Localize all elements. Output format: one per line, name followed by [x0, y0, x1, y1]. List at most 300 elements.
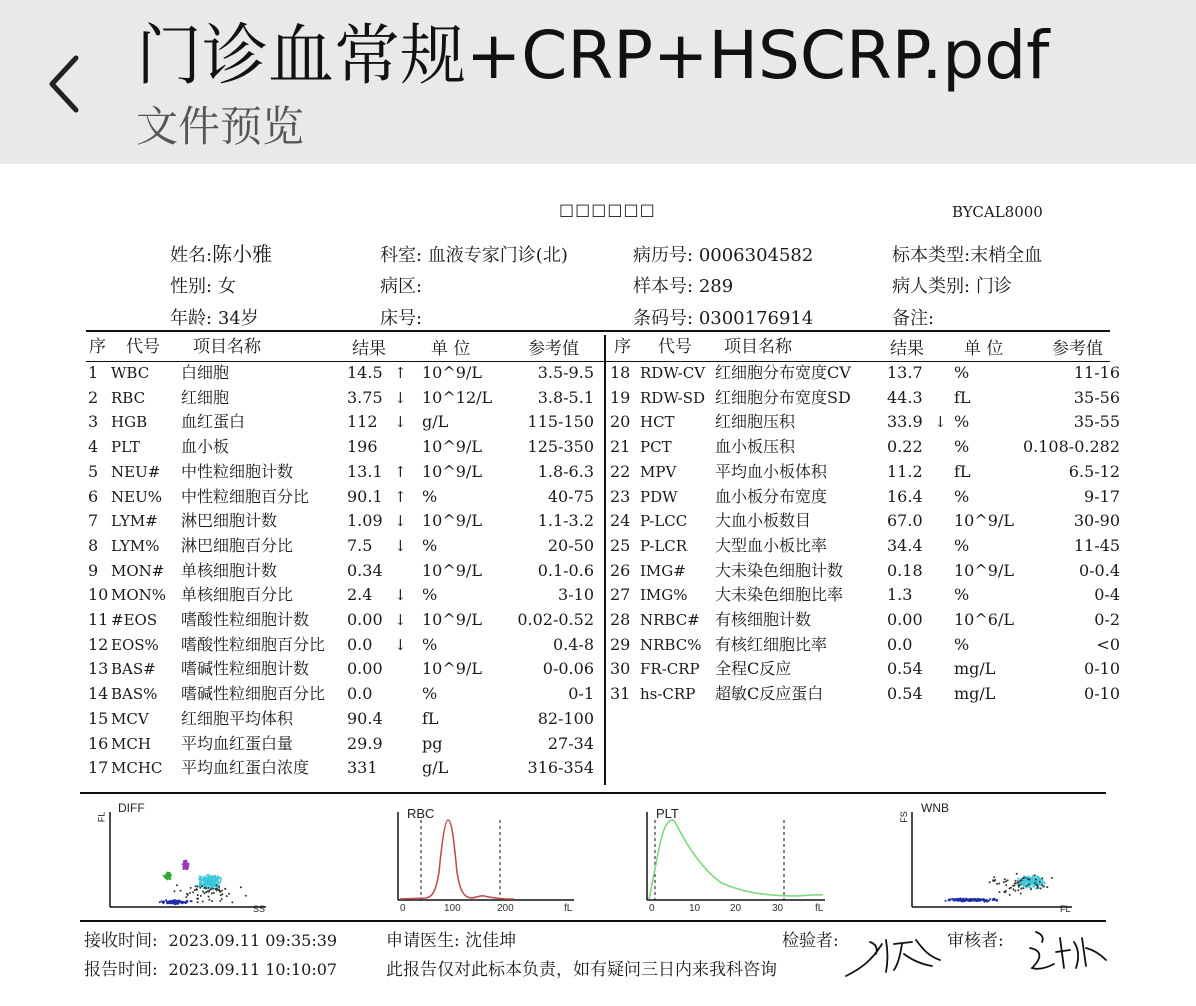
diff-neutrophil-dot — [204, 878, 206, 880]
result-value: 0.18 — [887, 560, 923, 580]
item-code: RDW-CV — [640, 364, 706, 382]
wnb-debris-dot — [1014, 890, 1016, 892]
result-value: 13.7 — [887, 363, 923, 382]
diff-debris-dot — [245, 895, 247, 897]
wnb-baseline-dot — [959, 898, 961, 900]
item-name: 红细胞压积 — [715, 412, 796, 432]
diff-neutrophil-dot — [211, 875, 213, 877]
result-value: 0.0 — [347, 684, 373, 704]
result-value: 0.00 — [347, 610, 383, 629]
result-value: 29.9 — [347, 733, 383, 753]
diff-neutrophil-dot — [203, 883, 205, 885]
item-name: 大型血小板比率 — [715, 535, 828, 555]
wnb-cluster-dot — [1032, 885, 1034, 887]
table-row — [88, 485, 594, 510]
result-value: 196 — [347, 437, 378, 457]
reference-range: 1.8-6.3 — [537, 461, 594, 481]
item-code: BAS% — [111, 685, 158, 704]
specimen-type: 标本类型:末梢全血 — [892, 245, 1043, 266]
wnb-debris-dot — [1020, 893, 1022, 895]
table-row — [610, 460, 1120, 485]
item-code: RBC — [111, 388, 146, 407]
wnb-debris-dot — [1017, 882, 1019, 884]
result-value: 0.54 — [887, 659, 923, 679]
wnb-debris-dot — [1015, 880, 1017, 882]
wnb-cluster-dot — [1025, 881, 1027, 883]
unit: 10^9/L — [422, 363, 482, 382]
unit: % — [422, 684, 438, 704]
item-name: 红细胞分布宽度CV — [715, 363, 851, 382]
diff-lymphocyte-dot — [182, 902, 184, 904]
reference-range: 30-90 — [1073, 511, 1120, 531]
wnb-debris-dot — [1030, 888, 1032, 890]
plt-histogram-canvas — [645, 812, 827, 904]
footer-top-rule — [80, 920, 1106, 922]
rbc-histogram-canvas — [396, 812, 576, 904]
wnb-baseline-dot — [968, 900, 970, 902]
result-value: 0.00 — [347, 659, 383, 679]
record-number: 病历号: 0006304582 — [633, 245, 814, 266]
table-row — [88, 361, 594, 386]
diff-debris-dot — [216, 888, 218, 890]
table-row — [610, 583, 1120, 608]
item-code: MCHC — [111, 759, 163, 778]
diff-neutrophil-dot — [218, 884, 220, 886]
item-name: 超敏C反应蛋白 — [715, 684, 824, 704]
diff-debris-dot — [218, 889, 220, 891]
item-name: 白细胞 — [181, 363, 230, 382]
header-code-right: 代号 — [658, 337, 692, 357]
abnormal-flag: ↓ — [394, 388, 407, 407]
row-number: 4 — [88, 437, 99, 457]
diff-lymphocyte-dot — [171, 902, 173, 904]
unit: 10^9/L — [954, 511, 1014, 531]
wnb-cluster-dot — [1038, 876, 1040, 878]
reference-range: 6.5-12 — [1068, 461, 1120, 481]
diff-debris-dot — [180, 890, 182, 892]
item-code: WBC — [111, 364, 150, 382]
plt-tick-20: 20 — [730, 903, 742, 914]
item-code: NEU% — [111, 487, 162, 506]
wnb-baseline-dot — [957, 898, 959, 900]
item-code: hs-CRP — [640, 685, 696, 704]
diff-debris-dot — [213, 892, 215, 894]
result-value: 44.3 — [887, 387, 923, 407]
table-row — [88, 756, 594, 781]
diff-eosinophil-dot — [166, 873, 168, 875]
disclaimer: 此报告仅对此标本负责，如有疑问三日内来我科咨询 — [386, 960, 777, 980]
wnb-cluster-dot — [1031, 877, 1033, 879]
wnb-debris-dot — [1024, 877, 1026, 879]
reviewer-signature — [1026, 924, 1112, 976]
diff-neutrophil-dot — [214, 875, 216, 877]
reference-range: 316-354 — [527, 758, 594, 778]
item-name: 血红蛋白 — [181, 412, 246, 432]
abnormal-flag: ↓ — [394, 586, 407, 605]
diff-plot-ylabel: FL — [96, 811, 107, 823]
item-code: RDW-SD — [640, 388, 706, 407]
wnb-debris-dot — [1036, 884, 1038, 886]
wnb-debris-dot — [1017, 889, 1019, 891]
unit: 10^9/L — [422, 437, 482, 457]
item-code: IMG% — [640, 586, 688, 605]
wnb-cluster-dot — [1041, 881, 1043, 883]
result-value: 16.4 — [887, 486, 923, 506]
item-name: 血小板分布宽度 — [715, 486, 828, 506]
diff-debris-dot — [216, 890, 218, 892]
item-name: 中性粒细胞百分比 — [181, 486, 310, 506]
unit: 10^9/L — [422, 461, 482, 481]
item-name: 大血小板数目 — [715, 511, 812, 531]
unit: % — [422, 486, 438, 506]
diff-debris-dot — [220, 894, 222, 896]
diff-debris-dot — [202, 891, 204, 893]
diff-neutrophil-dot — [202, 876, 204, 878]
item-code: MON# — [111, 561, 165, 580]
item-code: HGB — [111, 413, 148, 432]
item-code: P-LCC — [640, 512, 688, 531]
requesting-doctor: 申请医生: 沈佳坤 — [386, 931, 517, 951]
item-name: 淋巴细胞计数 — [181, 511, 278, 531]
wnb-debris-dot — [1028, 879, 1030, 881]
table-row — [88, 583, 594, 608]
unit: mg/L — [954, 659, 996, 679]
diff-neutrophil-dot — [207, 879, 209, 881]
wnb-baseline-dot — [979, 898, 981, 900]
item-code: HCT — [640, 413, 675, 432]
item-name: 嗜碱性粒细胞计数 — [181, 659, 310, 679]
unit: % — [954, 486, 970, 506]
wnb-cluster-dot — [1023, 883, 1025, 885]
diff-neutrophil-dot — [220, 879, 222, 881]
unit: g/L — [422, 758, 449, 778]
table-top-rule — [86, 330, 1110, 332]
row-number: 25 — [610, 535, 631, 555]
wnb-debris-dot — [1034, 882, 1036, 884]
item-code: IMG# — [640, 561, 686, 580]
row-number: 7 — [88, 511, 99, 531]
diff-lymphocyte-dot — [180, 901, 182, 903]
diff-debris-dot — [202, 901, 204, 903]
item-code: LYM% — [111, 536, 160, 555]
wnb-debris-dot — [996, 883, 998, 885]
diff-debris-dot — [191, 900, 193, 902]
wnb-debris-dot — [1004, 878, 1006, 880]
result-value: 112 — [347, 412, 378, 432]
reviewer-label: 审核者: — [947, 931, 1004, 951]
row-number: 28 — [610, 610, 631, 629]
wnb-debris-dot — [989, 881, 991, 883]
diff-neutrophil-dot — [208, 876, 210, 878]
row-number: 8 — [88, 535, 99, 555]
header-ref-left: 参考值 — [528, 339, 579, 359]
table-row — [88, 657, 594, 682]
wnb-debris-dot — [1007, 879, 1009, 881]
wnb-debris-dot — [1041, 884, 1043, 886]
diff-eosinophil-dot — [168, 872, 170, 874]
patient-name: 姓名:陈小雅 — [170, 242, 273, 266]
diff-debris-dot — [212, 887, 214, 889]
diff-debris-dot — [221, 898, 223, 900]
result-value: 0.34 — [347, 560, 383, 580]
abnormal-flag: ↑ — [394, 364, 407, 382]
table-row — [88, 559, 594, 584]
row-number: 18 — [610, 363, 631, 382]
reference-range: 3-10 — [558, 585, 594, 605]
reference-range: <0 — [1096, 634, 1120, 654]
wnb-debris-dot — [1036, 887, 1038, 889]
result-value: 90.1 — [347, 486, 383, 506]
row-number: 14 — [88, 684, 109, 704]
row-number: 20 — [610, 412, 631, 432]
wnb-cluster-dot — [1023, 885, 1025, 887]
row-number: 31 — [610, 684, 631, 704]
result-value: 67.0 — [887, 511, 923, 531]
diff-neutrophil-dot — [199, 885, 201, 887]
item-name: 嗜碱性粒细胞百分比 — [181, 684, 326, 704]
row-number: 5 — [88, 461, 99, 481]
item-name: 大未染色细胞比率 — [715, 585, 844, 605]
result-value: 1.3 — [887, 585, 913, 605]
reference-range: 27-34 — [547, 733, 594, 753]
item-code: PCT — [640, 438, 672, 457]
wnb-baseline-dot — [966, 899, 968, 901]
item-code: P-LCR — [640, 536, 688, 555]
diff-debris-dot — [205, 887, 207, 889]
table-row — [88, 410, 594, 435]
unit: 10^9/L — [422, 659, 482, 679]
row-number: 10 — [88, 585, 109, 605]
diff-debris-dot — [211, 900, 213, 902]
diff-debris-dot — [196, 888, 198, 890]
diff-debris-dot — [200, 895, 202, 897]
item-code: MCH — [111, 734, 151, 753]
diff-neutrophil-dot — [205, 882, 207, 884]
unit: % — [954, 634, 970, 654]
row-number: 27 — [610, 585, 631, 605]
row-number: 9 — [88, 560, 99, 580]
department: 科室: 血液专家门诊(北) — [380, 245, 568, 266]
document-subtitle: 文件预览 — [136, 102, 305, 151]
result-value: 11.2 — [887, 461, 923, 481]
diff-debris-dot — [221, 893, 223, 895]
diff-debris-dot — [207, 887, 209, 889]
reference-range: 3.5-9.5 — [537, 363, 594, 382]
wnb-debris-dot — [1039, 881, 1041, 883]
row-number: 24 — [610, 511, 631, 531]
item-name: 平均血红蛋白浓度 — [181, 758, 310, 778]
header-ref-right: 参考值 — [1052, 339, 1103, 359]
wnb-debris-dot — [993, 876, 995, 878]
diff-debris-dot — [189, 892, 191, 894]
item-name: 有核红细胞比率 — [715, 634, 828, 654]
diff-debris-dot — [197, 898, 199, 900]
abnormal-flag: ↓ — [934, 413, 947, 432]
viewer-header — [0, 0, 1196, 164]
reference-range: 0.108-0.282 — [1022, 437, 1120, 457]
diff-debris-dot — [219, 900, 221, 902]
wnb-baseline-dot — [963, 899, 965, 901]
item-name: 嗜酸性粒细胞计数 — [181, 610, 310, 629]
reference-range: 3.8-5.1 — [537, 387, 594, 407]
wnb-debris-dot — [1020, 884, 1022, 886]
wnb-debris-dot — [1014, 884, 1016, 886]
row-number: 3 — [88, 412, 99, 432]
table-row — [610, 485, 1120, 510]
reference-range: 115-150 — [527, 412, 594, 432]
item-code: EOS% — [111, 635, 159, 654]
diff-neutrophil-dot — [218, 882, 220, 884]
unit: mg/L — [954, 684, 996, 704]
item-name: 中性粒细胞计数 — [181, 461, 294, 481]
diff-debris-dot — [190, 887, 192, 889]
wnb-scatter-canvas — [910, 812, 1074, 910]
item-code: PDW — [640, 487, 678, 506]
reference-range: 0.1-0.6 — [537, 560, 594, 580]
diff-lymphocyte-dot — [173, 901, 175, 903]
diff-lymphocyte-dot — [176, 902, 178, 904]
row-number: 17 — [88, 758, 109, 778]
diff-debris-dot — [186, 893, 188, 895]
diff-debris-dot — [231, 901, 233, 903]
unit: % — [954, 363, 970, 382]
diff-neutrophil-dot — [212, 880, 214, 882]
wnb-debris-dot — [998, 883, 1000, 885]
result-value: 331 — [347, 758, 378, 778]
table-row — [88, 682, 594, 707]
item-name: 有核细胞计数 — [715, 610, 812, 629]
unit: % — [954, 437, 970, 457]
wnb-baseline-dot — [947, 899, 949, 901]
table-row — [88, 534, 594, 559]
plt-tick-unit: fL — [815, 903, 824, 914]
header-name-left: 项目名称 — [193, 337, 261, 357]
diff-lymphocyte-dot — [166, 901, 168, 903]
unit: fL — [954, 387, 971, 407]
item-code: BAS# — [111, 660, 156, 679]
patient-category: 病人类别: 门诊 — [892, 276, 1012, 297]
abnormal-flag: ↓ — [394, 512, 407, 531]
unit: % — [954, 412, 970, 432]
item-code: LYM# — [111, 512, 158, 531]
diff-plot-xlabel: SS — [253, 904, 266, 914]
table-row — [610, 361, 1120, 386]
result-value: 1.09 — [347, 511, 383, 531]
item-code: #EOS — [111, 611, 158, 629]
reference-range: 0-0.4 — [1078, 560, 1120, 580]
wnb-debris-dot — [1009, 894, 1011, 896]
row-number: 16 — [88, 733, 109, 753]
diff-lymphocyte-dot — [173, 899, 175, 901]
patient-age: 年龄: 34岁 — [170, 308, 259, 329]
reference-range: 0-2 — [1094, 610, 1120, 629]
diff-eosinophil-dot — [164, 877, 166, 879]
wnb-debris-dot — [1023, 887, 1025, 889]
wnb-plot-ylabel: FS — [898, 811, 909, 823]
table-row — [610, 410, 1120, 435]
unit: fL — [422, 708, 439, 728]
table-row — [88, 732, 594, 757]
rbc-tick-unit: fL — [564, 903, 573, 914]
wnb-plot-xlabel: FL — [1060, 904, 1071, 914]
diff-eosinophil-dot — [169, 878, 171, 880]
table-row — [88, 435, 594, 460]
diff-debris-dot — [197, 894, 199, 896]
barcode-number: 条码号: 0300176914 — [633, 308, 814, 329]
row-number: 26 — [610, 560, 631, 580]
diff-neutrophil-dot — [204, 880, 206, 882]
reference-range: 0-10 — [1084, 659, 1120, 679]
unit: % — [954, 585, 970, 605]
wnb-cluster-dot — [1030, 883, 1032, 885]
diff-debris-dot — [228, 893, 230, 895]
result-value: 90.4 — [347, 708, 383, 728]
row-number: 2 — [88, 387, 99, 407]
wnb-cluster-dot — [1029, 885, 1031, 887]
diff-debris-dot — [201, 885, 203, 887]
abnormal-flag: ↓ — [394, 536, 407, 555]
wnb-debris-dot — [1005, 884, 1007, 886]
diff-debris-dot — [216, 884, 218, 886]
back-arrow-icon[interactable] — [46, 52, 86, 116]
item-code: MCV — [111, 709, 149, 728]
diff-debris-dot — [176, 884, 178, 886]
header-no-right: 序 — [614, 337, 631, 357]
diff-neutrophil-dot — [213, 884, 215, 886]
wnb-debris-dot — [992, 879, 994, 881]
diff-lymphocyte-dot — [163, 901, 165, 903]
diff-monocyte-dot — [183, 867, 185, 869]
diff-debris-dot — [199, 887, 201, 889]
unit: 10^9/L — [422, 610, 482, 629]
wnb-debris-dot — [994, 879, 996, 881]
wnb-debris-dot — [1043, 886, 1045, 888]
reference-range: 0-4 — [1094, 585, 1120, 605]
wnb-cluster-dot — [1031, 880, 1033, 882]
diff-debris-dot — [240, 886, 242, 888]
diff-debris-dot — [195, 885, 197, 887]
diff-neutrophil-dot — [214, 881, 216, 883]
diff-lymphocyte-dot — [185, 901, 187, 903]
item-code: NEU# — [111, 462, 161, 481]
plt-tick-0: 0 — [649, 903, 655, 914]
reference-range: 20-50 — [547, 535, 594, 555]
reference-range: 35-55 — [1073, 412, 1120, 432]
unit: 10^9/L — [422, 511, 482, 531]
row-number: 1 — [88, 363, 99, 382]
reference-range: 0-1 — [568, 684, 594, 704]
wnb-baseline-dot — [988, 899, 990, 901]
row-number: 13 — [88, 659, 109, 679]
item-code: PLT — [111, 438, 140, 457]
plt-distribution-curve — [649, 820, 823, 899]
diff-monocyte-dot — [182, 863, 184, 865]
unit: fL — [954, 461, 971, 481]
item-name: 淋巴细胞百分比 — [181, 535, 294, 555]
wnb-debris-dot — [1035, 879, 1037, 881]
table-row — [610, 435, 1120, 460]
diff-monocyte-dot — [184, 860, 186, 862]
item-name: 红细胞 — [181, 387, 230, 407]
item-name: 全程C反应 — [715, 659, 792, 679]
diff-debris-dot — [224, 888, 226, 890]
diff-debris-dot — [211, 892, 213, 894]
rbc-tick-200: 200 — [497, 903, 514, 914]
wnb-debris-dot — [1046, 886, 1048, 888]
plots-top-rule — [80, 792, 1106, 794]
wnb-debris-dot — [1020, 888, 1022, 890]
table-row — [610, 509, 1120, 534]
